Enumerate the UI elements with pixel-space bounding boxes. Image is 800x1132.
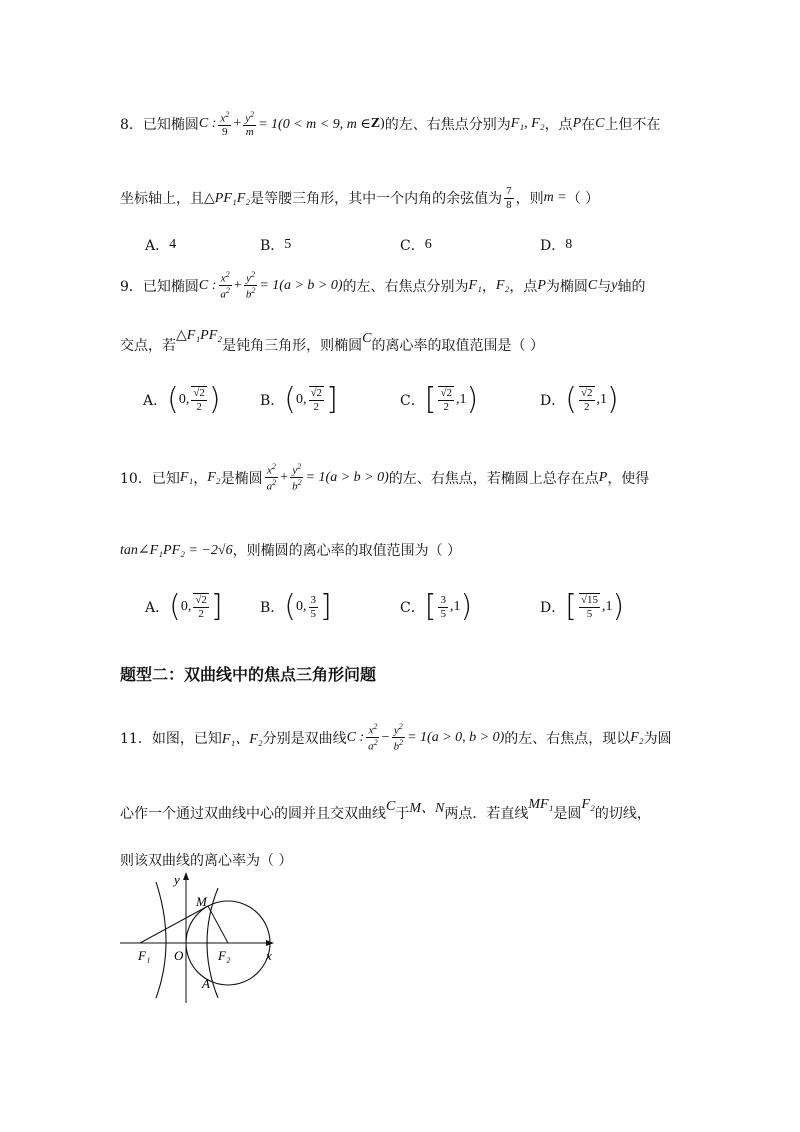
q9-curve-c: C <box>587 277 598 293</box>
q9-frac-x: $\frac{x^2}{a^2}$ <box>220 270 230 301</box>
q10-line2 <box>120 540 461 560</box>
section-heading: 题型二：双曲线中的焦点三角形问题 <box>120 665 377 684</box>
q11-text3: 为圆 <box>643 730 672 747</box>
q8-foci: F₁, F₂ <box>510 116 545 132</box>
q8-frac-y: $\frac{y^2}{m}$ <box>245 110 255 139</box>
q10-text2: 的左、右焦点，若椭圆上总存在点 <box>388 470 599 487</box>
q8-text2: ，点 <box>544 117 573 134</box>
q11-frac-x: $\frac{x^2}{a^2}$ <box>368 722 378 753</box>
q10-line2-text: ，则椭圆的离心率的取值范围为（ ） <box>232 543 462 559</box>
q10-option-a[interactable]: A． ( 0, $\frac{√2}{2}$ ] <box>145 589 223 624</box>
q8-close-paren: ) <box>380 116 385 132</box>
q10-f2: F₂ <box>207 469 221 485</box>
hyperbola-left-branch <box>156 882 166 998</box>
q9-option-c[interactable]: C． [ $\frac{√2}{2}$ ,1 ) <box>400 382 479 417</box>
q9-triangle: △F₁PF₂ <box>176 327 223 343</box>
q9-f2: F₂ <box>495 277 510 293</box>
q11-points-mn: M、N <box>409 801 445 816</box>
q10-point-p: P <box>598 469 608 485</box>
q9-option-b[interactable]: B． ( 0, $\frac{√2}{2}$ ] <box>260 382 338 417</box>
q8-cos-fraction: $\frac{7}{8}$ <box>506 185 512 211</box>
q8-point-p: P <box>572 116 582 132</box>
q8-option-d[interactable]: D． 8 <box>540 237 573 254</box>
q10-frac-y: $\frac{y^2}{b^2}$ <box>292 462 302 493</box>
q10-option-d[interactable]: D． [ $\frac{√15}{5}$ ,1 ) <box>540 589 625 624</box>
q11-line2-text-d: 是圆 <box>553 806 582 822</box>
q8-line2 <box>120 185 599 211</box>
q8-triangle: △PF₁F₂ <box>204 190 251 206</box>
q11-circle-f2: F₂ <box>581 797 595 812</box>
q11-line-mf1: MF₁ <box>528 797 554 812</box>
q10-option-b[interactable]: B． ( 0, $\frac{3}{5}$ ] <box>260 589 332 624</box>
q8-text3: 在 <box>581 117 596 134</box>
q11-line2-text-c: 两点．若直线 <box>444 806 529 822</box>
q11-line2-text-e: 的切线， <box>594 806 651 822</box>
label-y: y <box>174 872 180 887</box>
q10-option-c[interactable]: C． [ $\frac{3}{5}$ ,1 ) <box>400 589 473 624</box>
q9-condition: = 1(a > b > 0) <box>259 277 343 293</box>
q10-frac-x: $\frac{x^2}{a^2}$ <box>266 462 277 493</box>
q9-point-p: P <box>537 277 546 293</box>
q9-text2: ，点 <box>509 278 538 295</box>
q8-line2-text-c: ，则 <box>515 191 544 208</box>
q9-text4: 与 <box>597 278 612 295</box>
q11-hyperbola-name: C : <box>346 729 365 745</box>
q8-m-equals: m = <box>543 190 567 206</box>
q8-line1: 8．已知椭圆 C : $\frac{x^2}{9}$ + $\frac{y^2}{m}$ = 1(0 < m < 9, m ∈ Z ) 的左、右焦点分别为 F₁, F₂ ，点 P 在 C 上但不在 <box>120 110 661 139</box>
q9-line2-text-c: 的离心率的取值范围是（ ） <box>371 338 544 354</box>
q9-option-d[interactable]: D． ( $\frac{√2}{2}$ ,1 ) <box>540 382 619 417</box>
q11-line3 <box>120 850 292 870</box>
q8-line2-text-b: 是等腰三角形，其中一个内角的余弦值为 <box>250 191 503 208</box>
q11-curve-c: C <box>386 799 396 814</box>
tangent-line-mf1 <box>140 906 208 943</box>
q9-frac-y: $\frac{y^2}{b^2}$ <box>245 270 256 301</box>
q9-line1: 9．已知椭圆 C : $\frac{x^2}{a^2}$ + $\frac{y^2}{b^2}$ = 1(a > b > 0) 的左、右焦点分别为 F₁ ， F₂ ，点 P 为椭圆 C 与 y 轴的 <box>120 270 646 301</box>
q8-frac-x: $\frac{x^2}{9}$ <box>220 110 230 139</box>
q10-line1: 10．已知 F₁ ， F₂ 是椭圆 $\frac{x^2}{a^2}$ + $\frac{y^2}{b^2}$ = 1(a > b > 0) 的左、右焦点，若椭圆上总存在点 P ，使得 <box>120 462 650 493</box>
q10-tan-condition: tan∠F₁PF₂ = −2√6 <box>120 542 233 558</box>
hyperbola-figure <box>118 868 288 1008</box>
label-o: O <box>174 948 184 963</box>
q10-number: 10．已知 <box>120 470 180 487</box>
q11-condition: = 1(a > 0, b > 0) <box>407 729 505 745</box>
q9-text5: 轴的 <box>617 278 646 295</box>
q11-line1: 11．如图，已知 F₁、F₂ 分别是双曲线 C : $\frac{x^2}{a^2}$ − $\frac{y^2}{b^2}$ = 1(a > 0, b > 0) 的左、右焦点，现以 F₂ 为圆 <box>120 722 672 753</box>
y-axis-arrow <box>183 872 189 880</box>
q8-option-c[interactable]: C． 6 <box>400 237 432 254</box>
q8-line2-text-a: 坐标轴上，且 <box>120 191 204 208</box>
q9-option-a[interactable]: A． ( 0, $\frac{√2}{2}$ ) <box>143 382 221 417</box>
label-a: A <box>202 976 210 991</box>
q8-number: 8．已知椭圆 <box>120 117 199 134</box>
q8-option-b[interactable]: B． 5 <box>260 237 292 254</box>
label-x: x <box>266 948 272 963</box>
q11-text1: 分别是双曲线 <box>262 730 347 747</box>
q8-ellipse-name: C : <box>198 116 217 132</box>
q8-condition: = 1(0 < m < 9, m ∈ <box>258 116 371 132</box>
q9-text3: 为椭圆 <box>545 278 588 295</box>
q9-line2 <box>120 327 544 355</box>
q11-line3-text: 则该双曲线的离心率为（ ） <box>120 853 293 869</box>
q10-sep: ， <box>193 470 208 487</box>
segment-mf2 <box>208 906 228 943</box>
q8-text4: 上但不在 <box>604 117 661 134</box>
q11-foci: F₁、F₂ <box>221 731 263 747</box>
q9-f1: F₁ <box>468 277 482 293</box>
q11-line2-text-a: 心作一个通过双曲线中心的圆并且交双曲线 <box>120 806 386 822</box>
q11-line2 <box>120 797 651 823</box>
q8-text1: 的左、右焦点分别为 <box>384 117 511 134</box>
q10-text1: 是椭圆 <box>220 470 263 487</box>
label-f2: F₂ <box>218 948 231 963</box>
q10-text3: ，使得 <box>607 470 650 487</box>
q8-integers: Z <box>370 116 381 132</box>
q9-y-axis: y <box>611 277 618 293</box>
q9-sep: ， <box>481 278 496 295</box>
q9-number: 9．已知椭圆 <box>120 278 199 295</box>
q9-line2-text-a: 交点，若 <box>120 338 176 354</box>
q11-line2-text-b: 于 <box>395 806 410 822</box>
q11-frac-y: $\frac{y^2}{b^2}$ <box>393 722 404 753</box>
q9-text1: 的左、右焦点分别为 <box>342 278 469 295</box>
q11-text2: 的左、右焦点，现以 <box>504 730 631 747</box>
q8-answer-paren: （ ） <box>566 191 600 208</box>
q8-option-a[interactable]: A． 4 <box>145 237 177 254</box>
q10-f1: F₁ <box>179 469 194 485</box>
q9-line2-text-b: 是钝角三角形，则椭圆 <box>222 338 363 354</box>
q10-condition: = 1(a > b > 0) <box>305 469 389 485</box>
q11-number: 11．如图，已知 <box>120 730 222 747</box>
label-m: M <box>196 894 207 909</box>
q9-curve-c-2: C <box>362 331 372 346</box>
q8-curve-c: C <box>595 116 605 132</box>
label-f1: F₁ <box>138 948 151 963</box>
q11-f2: F₂ <box>630 729 644 745</box>
